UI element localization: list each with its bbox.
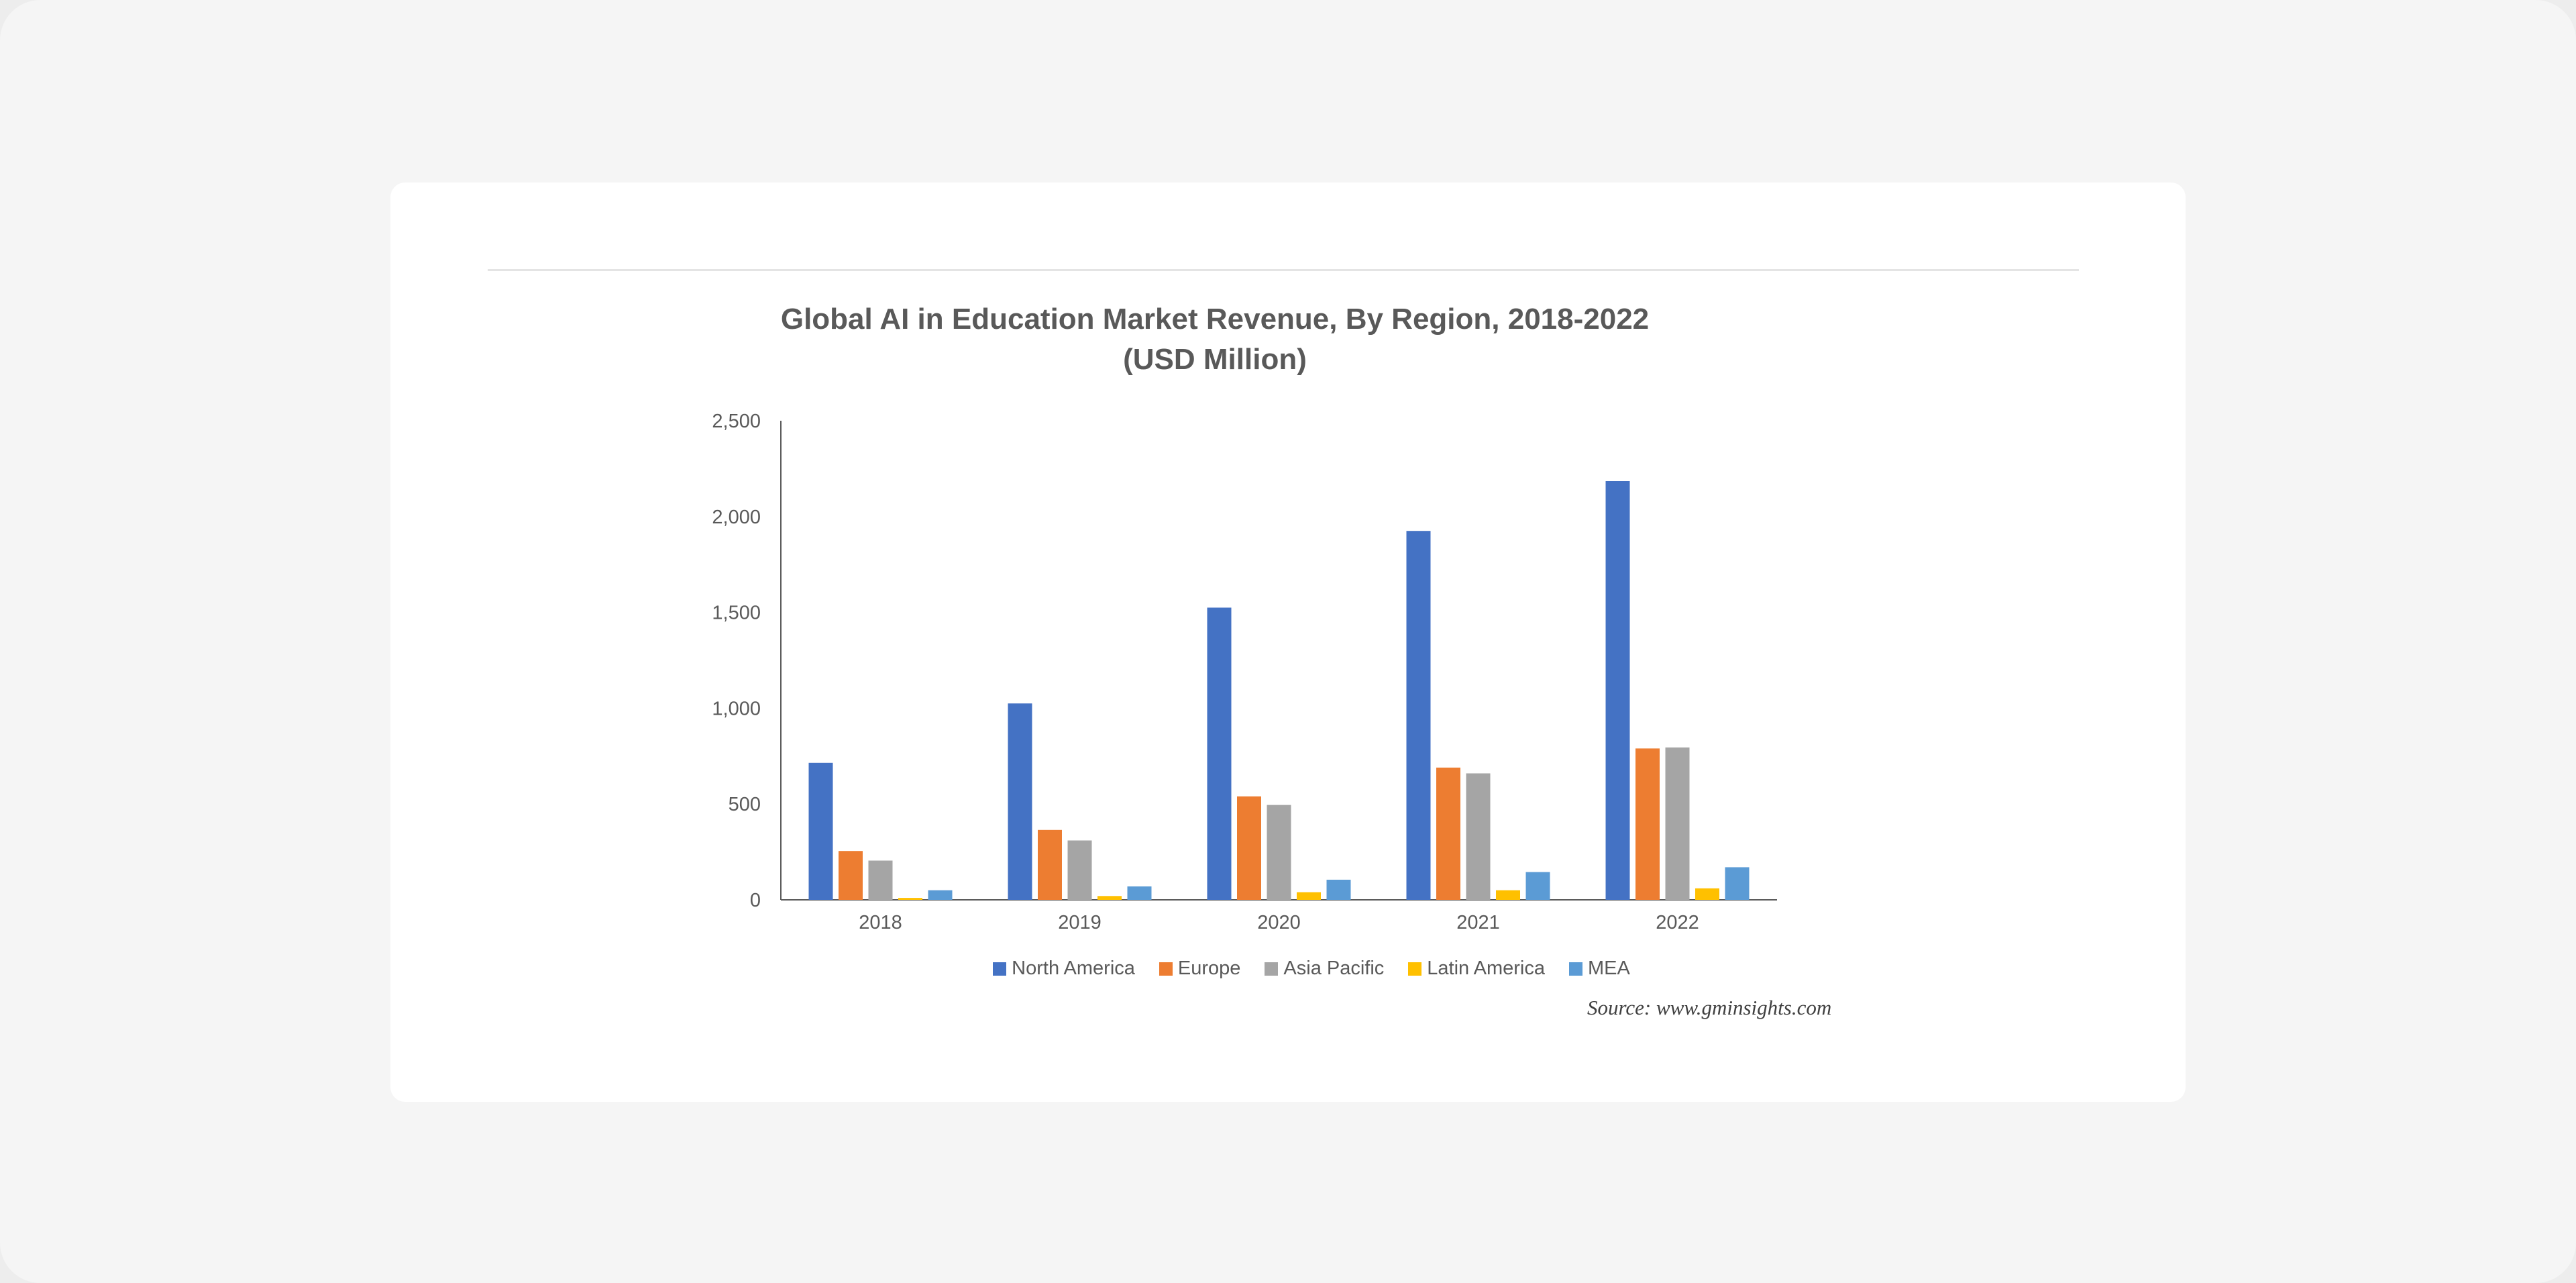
- bar-asia-pacific-2020: [1267, 805, 1291, 900]
- x-tick-label-2022: 2022: [1656, 912, 1699, 933]
- legend-item-europe: [1159, 958, 1241, 980]
- y-tick-label-1000: 1,000: [712, 698, 761, 720]
- y-tick-label-2500: 2,500: [712, 411, 761, 432]
- bar-europe-2021: [1436, 768, 1460, 900]
- bar-mea-2018: [928, 890, 953, 900]
- bar-asia-pacific-2021: [1466, 774, 1491, 901]
- chart-card: [390, 183, 2186, 1102]
- bar-europe-2018: [839, 851, 863, 900]
- legend-item-asia-pacific: [1265, 958, 1384, 980]
- y-tick-label-500: 500: [728, 794, 761, 816]
- chart-title: Global AI in Education Market Revenue, By Region, 2018-2022: [780, 303, 1650, 336]
- legend-label-north-america: North America: [1012, 958, 1135, 979]
- bar-latin-america-2019: [1097, 896, 1122, 900]
- bar-mea-2021: [1526, 872, 1550, 900]
- bar-latin-america-2018: [898, 898, 922, 900]
- legend-label-latin-america: Latin America: [1427, 958, 1545, 979]
- y-ticks-group: [712, 411, 761, 911]
- legend-swatch-north-america: [993, 962, 1006, 976]
- y-tick-label-0: 0: [749, 890, 761, 911]
- y-tick-label-1500: 1,500: [712, 602, 761, 624]
- bar-north-america-2019: [1008, 703, 1032, 900]
- bar-europe-2022: [1635, 748, 1660, 900]
- chart-subtitle: (USD Million): [1123, 343, 1307, 376]
- bar-north-america-2021: [1407, 531, 1431, 900]
- bar-asia-pacific-2018: [869, 861, 893, 901]
- bar-asia-pacific-2022: [1666, 748, 1690, 900]
- x-tick-label-2021: 2021: [1456, 912, 1500, 933]
- legend-swatch-latin-america: [1408, 962, 1421, 976]
- bars-group: [809, 481, 1750, 900]
- x-tick-label-2018: 2018: [859, 912, 902, 933]
- legend-item-north-america: [993, 958, 1135, 980]
- bar-north-america-2018: [809, 763, 833, 900]
- bar-mea-2022: [1725, 867, 1750, 900]
- bar-latin-america-2021: [1496, 890, 1520, 900]
- legend-label-mea: MEA: [1588, 958, 1630, 979]
- bar-latin-america-2020: [1297, 892, 1321, 900]
- bar-north-america-2020: [1208, 608, 1232, 901]
- bar-mea-2019: [1128, 886, 1152, 900]
- legend-label-europe: Europe: [1177, 958, 1241, 979]
- bar-europe-2019: [1038, 830, 1062, 900]
- bar-asia-pacific-2019: [1068, 841, 1092, 901]
- bar-mea-2020: [1327, 880, 1351, 900]
- x-ticks-group: [859, 912, 1699, 933]
- chart-legend: [390, 958, 2186, 980]
- y-tick-label-2000: 2,000: [712, 506, 761, 528]
- x-tick-label-2020: 2020: [1257, 912, 1301, 933]
- legend-swatch-asia-pacific: [1265, 962, 1278, 976]
- bar-north-america-2022: [1606, 481, 1630, 900]
- x-tick-label-2019: 2019: [1058, 912, 1102, 933]
- bar-latin-america-2022: [1695, 888, 1719, 900]
- legend-swatch-mea: [1569, 962, 1582, 976]
- legend-item-mea: [1569, 958, 1630, 980]
- legend-label-asia-pacific: Asia Pacific: [1283, 958, 1385, 979]
- bar-europe-2020: [1237, 797, 1261, 900]
- legend-item-latin-america: [1408, 958, 1545, 980]
- legend-swatch-europe: [1159, 962, 1173, 976]
- source-note: Source: www.gminsights.com: [1587, 996, 1832, 1019]
